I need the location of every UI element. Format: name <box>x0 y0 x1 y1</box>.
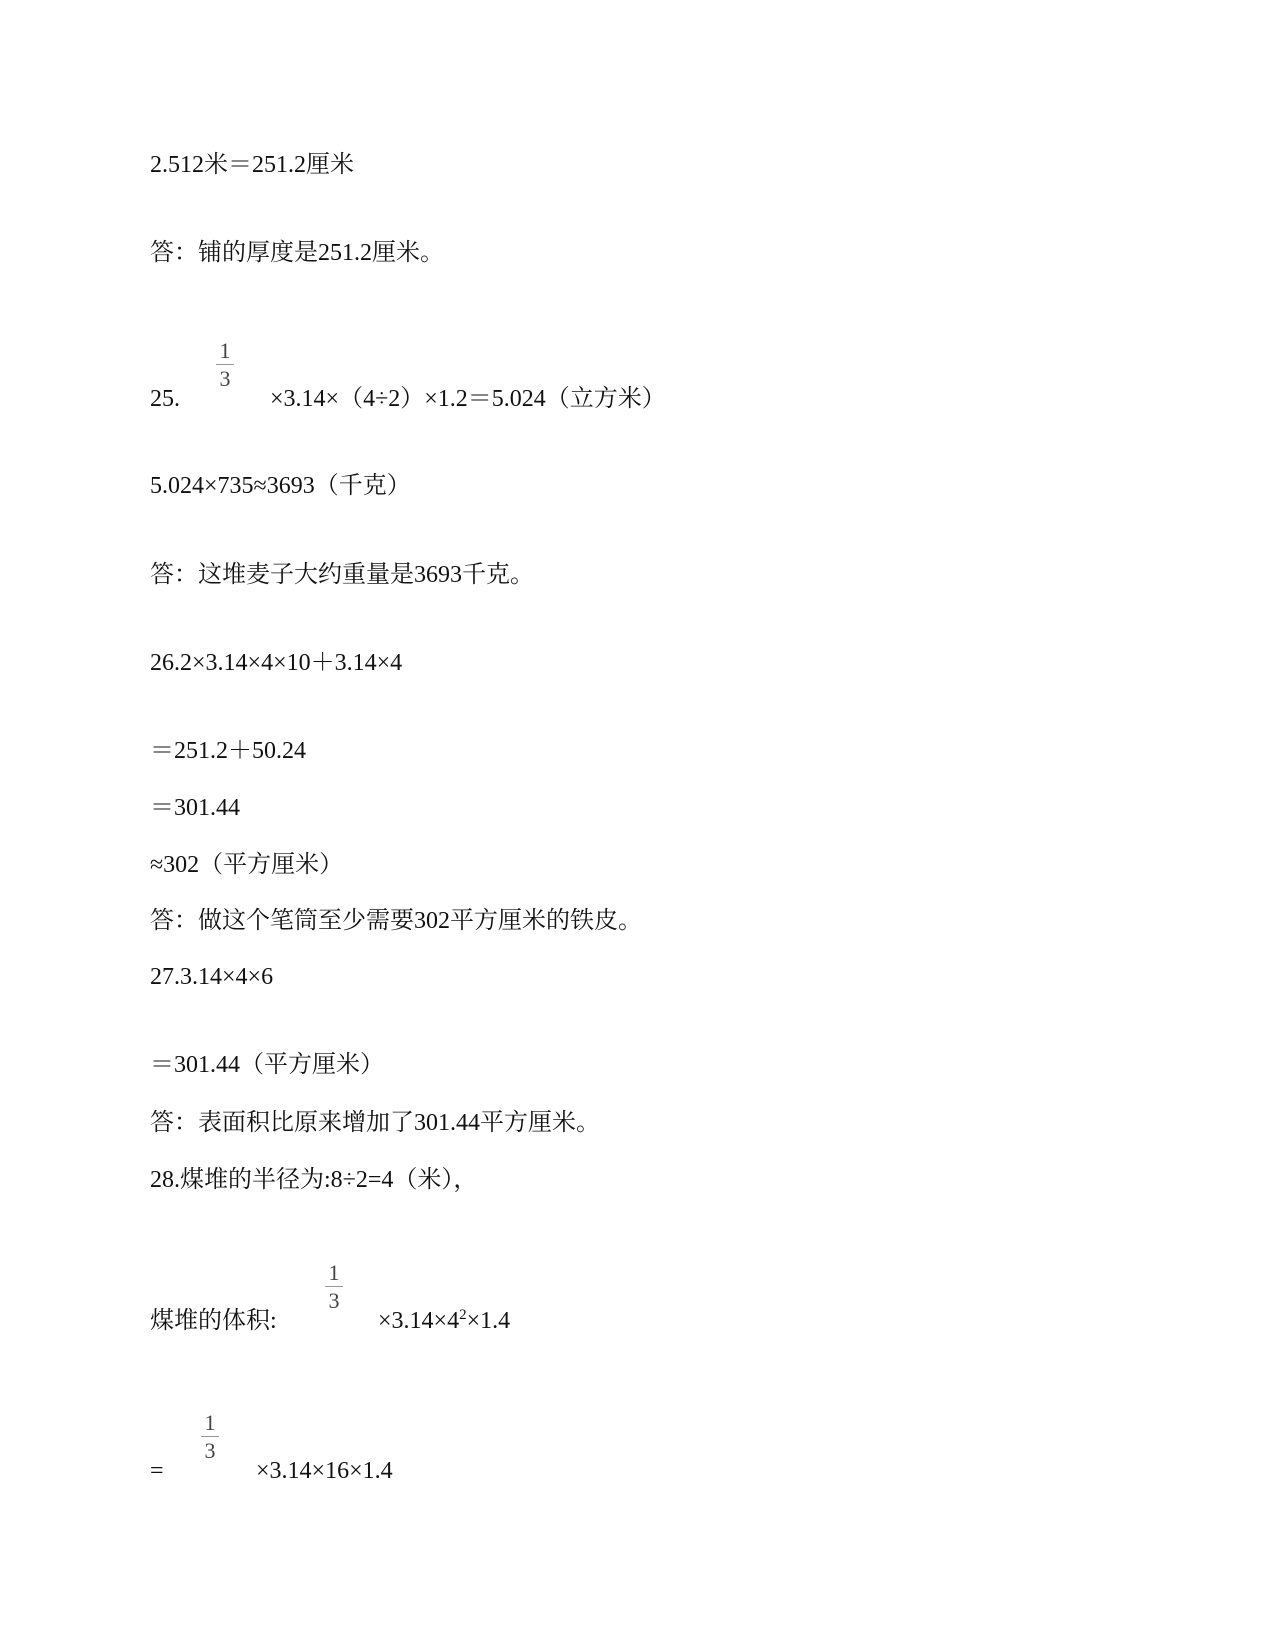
fraction-numerator: 1 <box>219 338 231 363</box>
text-line-9: ≈302（平方厘米） <box>150 852 344 878</box>
text-line-8: ＝301.44 <box>150 795 240 821</box>
text-line-4: 5.024×735≈3693（千克） <box>150 473 411 499</box>
expr-part-a: ×3.14×4 <box>378 1308 460 1334</box>
answer-line-27: 答：表面积比原来增加了301.44平方厘米。 <box>150 1110 600 1136</box>
text-line-7: ＝251.2＋50.24 <box>150 738 306 764</box>
fraction-numerator: 1 <box>204 1410 216 1435</box>
problem-25-expression: ×3.14×（4÷2）×1.2＝5.024（立方米） <box>270 386 666 412</box>
coal-volume-expression-2: ×3.14×16×1.4 <box>256 1458 393 1484</box>
problem-26-expression: 26.2×3.14×4×10＋3.14×4 <box>150 650 403 676</box>
fraction-denominator: 3 <box>219 366 231 391</box>
coal-volume-expression <box>378 1306 510 1336</box>
problem-28-text: 28.煤堆的半径为:8÷2=4（米）， <box>150 1167 478 1193</box>
answer-line-1: 答：铺的厚度是251.2厘米。 <box>150 240 444 266</box>
exponent: 2 <box>459 1307 467 1323</box>
answer-line-25: 答：这堆麦子大约重量是3693千克。 <box>150 562 534 588</box>
problem-25-label: 25. <box>150 386 180 412</box>
text-line-1: 2.512米＝251.2厘米 <box>150 152 354 178</box>
equals-sign: = <box>150 1458 164 1484</box>
expr-part-b: ×1.4 <box>466 1308 511 1334</box>
fraction-numerator: 1 <box>328 1260 340 1285</box>
fraction-28a <box>322 1262 346 1312</box>
fraction-denominator: 3 <box>204 1438 216 1463</box>
answer-line-26: 答：做这个笔筒至少需要302平方厘米的铁皮。 <box>150 908 642 934</box>
fraction-25 <box>213 340 237 390</box>
text-line-12: ＝301.44（平方厘米） <box>150 1052 384 1078</box>
fraction-denominator: 3 <box>328 1288 340 1313</box>
fraction-28b <box>198 1412 222 1462</box>
coal-volume-label: 煤堆的体积: <box>150 1308 277 1334</box>
problem-27-expression: 27.3.14×4×6 <box>150 964 274 990</box>
